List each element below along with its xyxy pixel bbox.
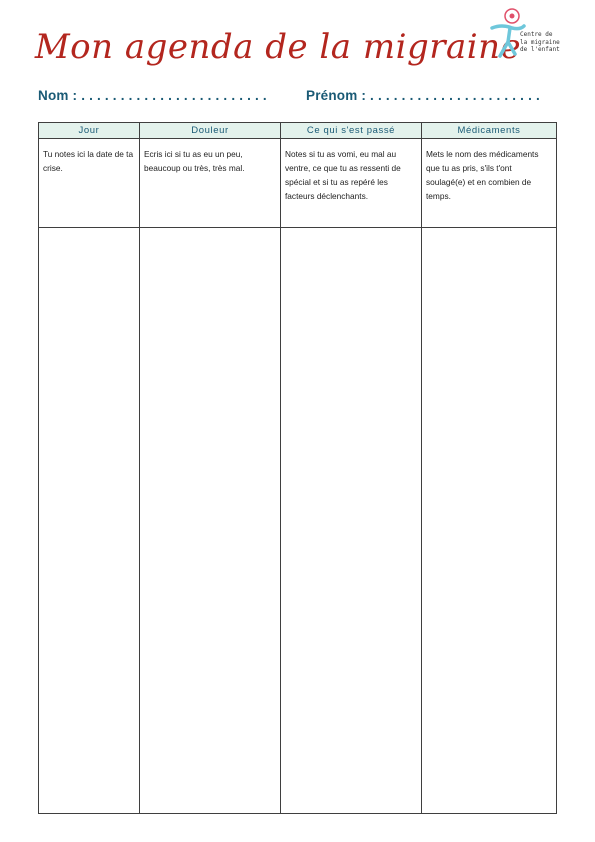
nom-field[interactable]: Nom : . . . . . . . . . . . . . . . . . . . . . . . .	[38, 88, 267, 103]
column-header-jour: Jour	[39, 123, 140, 139]
entry-cell-jour[interactable]	[39, 228, 140, 814]
logo-line: Centre de	[520, 31, 553, 38]
logo-line: de l'enfant	[520, 46, 560, 53]
hint-medicaments: Mets le nom des médicaments que tu as pris, s'ils t'ont soulagé(e) et en combien de temps.	[422, 139, 557, 228]
column-header-douleur: Douleur	[140, 123, 281, 139]
hint-jour: Tu notes ici la date de ta crise.	[39, 139, 140, 228]
entry-cell-medicaments[interactable]	[422, 228, 557, 814]
identity-fields	[38, 88, 558, 106]
entry-row	[39, 228, 557, 814]
logo-line: la migraine	[520, 38, 560, 46]
hint-douleur: Ecris ici si tu as eu un peu, beaucoup ou très, très mal.	[140, 139, 281, 228]
clinic-logo	[488, 8, 573, 66]
prenom-field[interactable]: Prénom : . . . . . . . . . . . . . . . . . . . . . .	[306, 88, 540, 103]
table-header-row	[39, 123, 557, 139]
column-header-medicaments: Médicaments	[422, 123, 557, 139]
column-header-ce-qui-s-est-passe: Ce qui s'est passé	[281, 123, 422, 139]
agenda-title: Mon agenda de la migraine	[34, 27, 522, 67]
migraine-agenda-table	[38, 122, 557, 814]
entry-cell-douleur[interactable]	[140, 228, 281, 814]
logo-text	[520, 31, 576, 54]
hint-ce-qui-s-est-passe: Notes si tu as vomi, eu mal au ventre, ce que tu as ressenti de spécial et si tu as repéré les facteurs déclenchants.	[281, 139, 422, 228]
entry-cell-ce-qui-s-est-passe[interactable]	[281, 228, 422, 814]
instructions-row	[39, 139, 557, 228]
